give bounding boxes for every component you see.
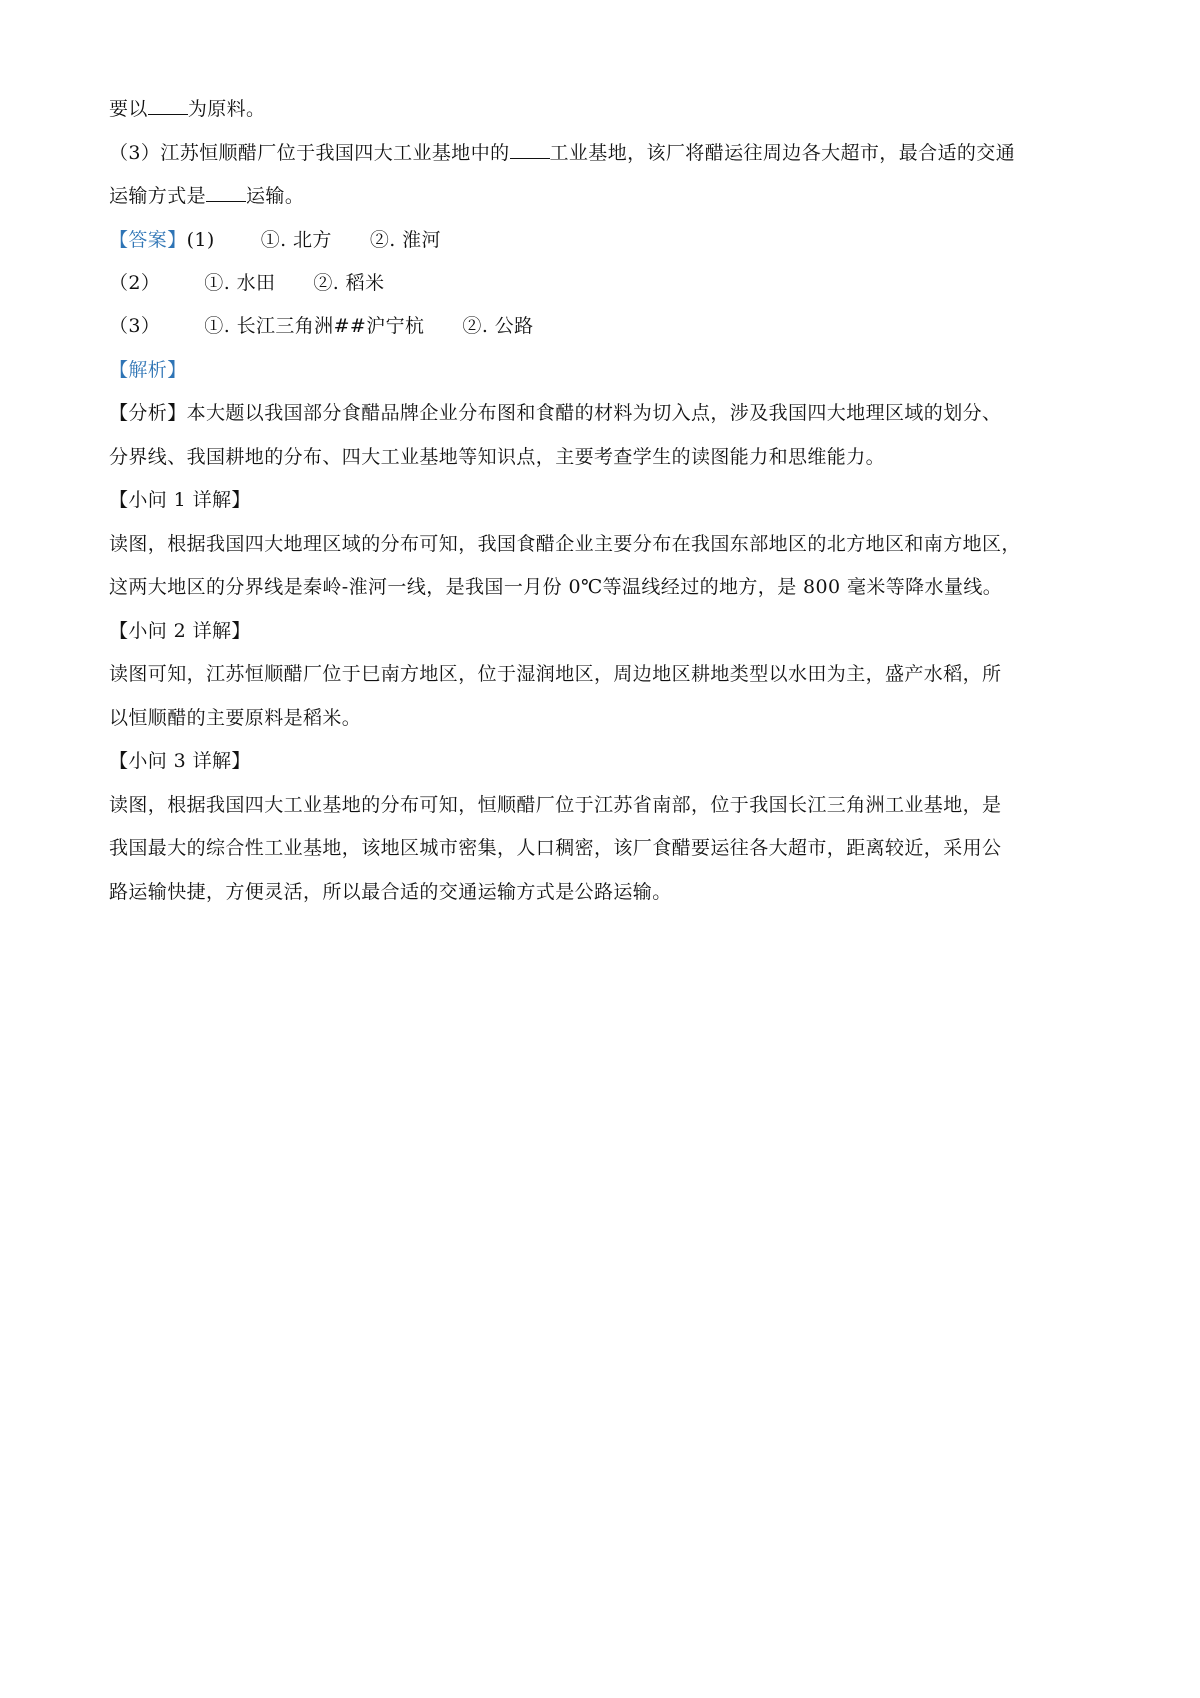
answer-item: ①. 水田	[204, 272, 276, 294]
analysis-summary-line-2: 分界线、我国耕地的分布、四大工业基地等知识点，主要考查学生的读图能力和思维能力。	[109, 446, 886, 468]
answer-num: (1)	[186, 229, 215, 251]
sub-question-3-line-3: 路运输快捷，方便灵活，所以最合适的交通运输方式是公路运输。	[109, 881, 672, 903]
sub-question-2-line-2: 以恒顺醋的主要原料是稻米。	[109, 707, 362, 729]
answer-blank	[148, 96, 188, 115]
sub-question-1-line-2: 这两大地区的分界线是秦岭-淮河一线，是我国一月份 0℃等温线经过的地方，是 800 毫米等降水量线。	[109, 576, 1003, 598]
answer-item: ②. 公路	[462, 315, 534, 337]
question-text: 运输。	[246, 185, 305, 207]
answer-label: 【答案】	[109, 229, 187, 251]
question-text: （3）江苏恒顺醋厂位于我国四大工业基地中的	[109, 142, 510, 164]
answer-item: ②. 稻米	[313, 272, 385, 294]
answer-row-2	[109, 269, 1099, 297]
question-3-line1	[109, 139, 1099, 167]
question-2-tail	[109, 95, 1099, 123]
question-text: 为原料。	[187, 98, 266, 120]
answer-blank	[206, 183, 246, 202]
answer-blank	[510, 140, 550, 159]
sub-question-3-heading: 【小问 3 详解】	[109, 750, 251, 772]
sub-question-3-line-1: 读图，根据我国四大工业基地的分布可知，恒顺醋厂位于江苏省南部，位于我国长江三角洲工业基地，是	[109, 794, 1002, 816]
question-text: 要以	[109, 98, 148, 120]
sub-question-1-heading: 【小问 1 详解】	[109, 489, 251, 511]
question-text: 工业基地，该厂将醋运往周边各大超市，最合适的交通	[549, 142, 1016, 164]
answer-item: ②. 淮河	[369, 229, 441, 251]
answer-item: ①. 北方	[260, 229, 332, 251]
sub-question-2-heading: 【小问 2 详解】	[109, 620, 251, 642]
answer-num: （3）	[109, 315, 161, 337]
sub-question-2-line-1: 读图可知，江苏恒顺醋厂位于⺒南方地区，位于湿润地区，周边地区耕地类型以水田为主，盛产水稻，所	[109, 663, 1002, 685]
analysis-label: 【解析】	[109, 359, 187, 381]
sub-question-3-line-2: 我国最大的综合性工业基地，该地区城市密集，人口稠密，该厂食醋要运往各大超市，距离较近，采用公	[109, 837, 1002, 859]
question-text: 运输方式是	[109, 185, 207, 207]
sub-question-1-line-1: 读图，根据我国四大地理区域的分布可知，我国食醋企业主要分布在我国东部地区的北方地区和南方地区，	[109, 533, 1021, 555]
analysis-summary-line-1: 【分析】本大题以我国部分食醋品牌企业分布图和食醋的材料为切入点，涉及我国四大地理区域的划分、	[109, 402, 1002, 424]
answer-num: （2）	[109, 272, 161, 294]
answer-row-1	[109, 226, 1099, 254]
question-3-line2	[109, 182, 1099, 210]
answer-row-3	[109, 312, 1099, 340]
answer-item: ①. 长江三角洲##沪宁杭	[204, 315, 425, 337]
